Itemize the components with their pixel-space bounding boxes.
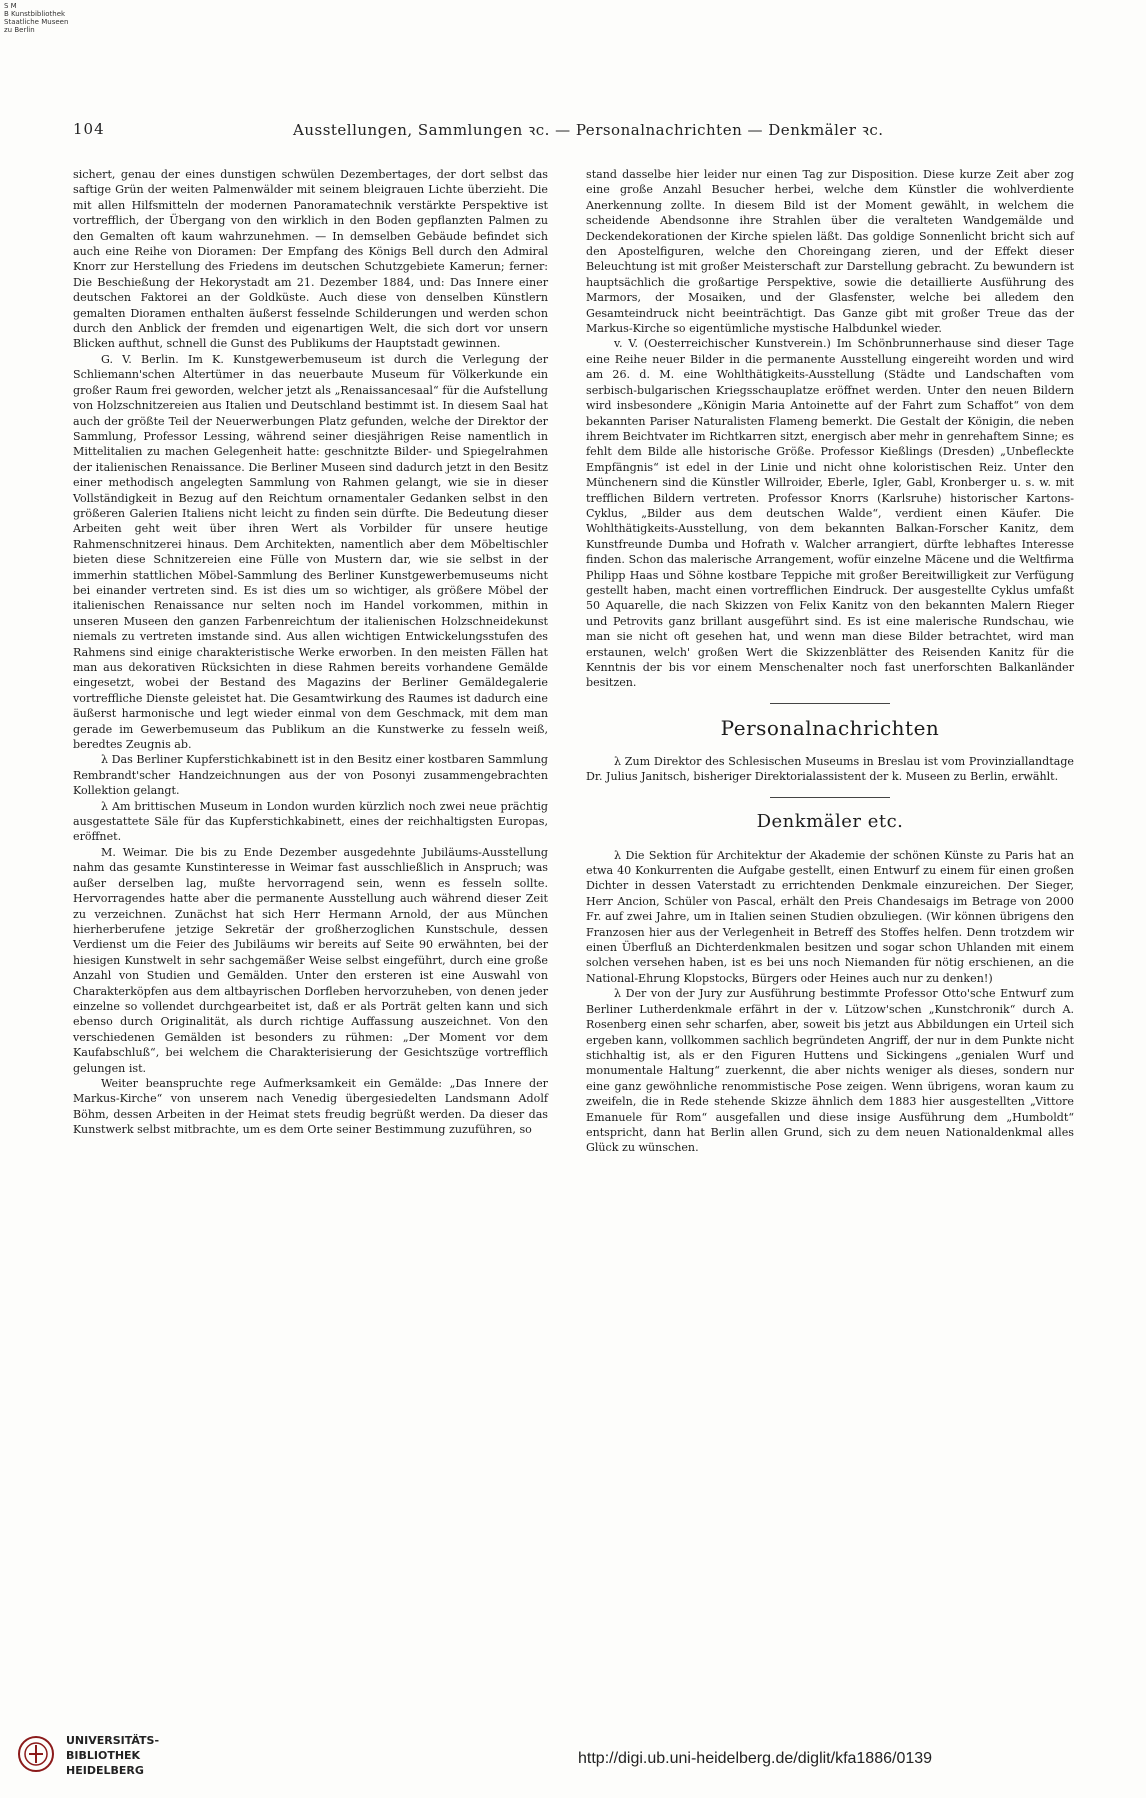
paragraph: v. V. (Oesterreichischer Kunstverein.) Im Schönbrunnerhause sind dieser Tage eine Reihe neuer Bilder in die permanente Ausstellung eingereiht worden und wird am 26. d. M. eine Wohlthätigkeits-Ausstellung (Städte und Landschaften vom serbisch-bulgarischen Kriegsschauplatze eröffnet werden. Unter den neuen Bildern wird insbesondere „Königin Maria Antoinette auf der Fahrt zum Schaffot“ von dem bekannten Pariser Naturalisten Flameng bemerkt. Die Gestalt der Königin, die neben ihrem Beichtvater im Richtkarren sitzt, energisch aber mehr in genrehaftem Sinne; es fehlt dem Bilde alle historische Größe. Professor Kießlings (Dresden) „Unbefleckte Empfängnis“ ist edel in der Linie und nicht ohne koloristischen Reiz. Unter den Münchenern sind die Künstler Willroider, Eberle, Igler, Gabl, Kronberger u. s. w. mit trefflichen Bildern vertreten. Professor Knorrs (Karlsruhe) historischer Kartons-Cyklus, „Bilder aus dem deutschen Walde“, verdient einen Käufer. Die Wohlthätigkeits-Ausstellung, von dem bekannten Balkan-Forscher Kanitz, dem Kunstfreunde Dumba und Hofrath v. Walcher arrangiert, dürfte lebhaftes Interesse finden. Schon das malerische Arrangement, wofür einzelne Mäcene und die Weltfirma Philipp Haas und Söhne kostbare Teppiche mit großer Bereitwilligkeit zur Verfügung gestellt haben, macht einen vortrefflichen Eindruck. Der ausgestellte Cyklus umfaßt 50 Aquarelle, die nach Skizzen von Felix Kanitz von den bekannten Malern Rieger und Petrovits ganz brillant ausgeführt sind. Es ist eine malerische Rundschau, wie man sie nicht oft gesehen hat, und wenn man diese Bilder betrachtet, wird man erstaunen, welch' großen Wert die Skizzenblätter des Reisenden Kanitz für die Kenntnis der bis vor einem Menschenalter noch fast unerforschten Balkanländer besitzen. — [586, 337, 1074, 690]
stamp-line: S M — [4, 2, 17, 10]
page-header — [73, 120, 1073, 140]
stamp-line: Staatliche Museen — [4, 18, 69, 26]
paragraph: λ Zum Direktor des Schlesischen Museums in Breslau ist vom Provinziallandtage Dr. Julius Janitsch, bisheriger Direktorialassistent der k. Museen zu Berlin, erwählt. — [586, 754, 1074, 784]
paragraph: G. V. Berlin. Im K. Kunstgewerbemuseum ist durch die Verlegung der Schliemann'schen Altertümer in das neuerbaute Museum für Völkerkunde ein großer Raum frei geworden, welcher jetzt als „Renaissancesaal“ für die Aufstellung von Holzschnitzereien aus Italien und Deutschland bestimmt ist. In diesem Saal hat auch der größte Teil der Neuerwerbungen Platz gefunden, welche der Direktor der Sammlung, Professor Lessing, während seiner diesjährigen Reise namentlich in Mittelitalien zu machen Gelegenheit hatte: geschnitzte Bilder- und Spiegelrahmen der italienischen Renaissance. Die Berliner Museen sind dadurch jetzt in den Besitz einer methodisch angelegten Sammlung von Rahmen gelangt, wie sie in dieser Vollständigkeit in Bezug auf den Reichtum ornamentaler Gedanken selbst in den größeren Galerien Italiens nicht leicht zu finden sein dürfte. Die Bedeutung dieser Arbeiten geht weit über ihren Wert als Vorbilder für unsere heutige Rahmenschnitzerei hinaus. Dem Architekten, namentlich aber dem Möbeltischler bieten diese Schnitzereien eine Fülle von Mustern dar, wie sie selbst in der immerhin stattlichen Möbel-Sammlung des Berliner Kunstgewerbemuseums nicht bei einander vertreten sind. Es ist dies um so wichtiger, als größere Möbel der italienischen Renaissance nur selten noch im Handel vorkommen, mithin in unseren Museen den ganzen Farbenreichtum der italienischen Holzschneidekunst niemals zu vertreten imstande sind. Aus allen wichtigen Entwickelungsstufen des Rahmens sind einige charakteristische Werke erworben. In den meisten Fällen hat man aus dekorativen Rücksichten in diese Rahmen bereits vorhandene Gemälde eingesetzt, wobei der Bestand des Magazins der Berliner Gemäldegalerie vortreffliche Dienste geleistet hat. Die Gesamtwirkung des Raumes ist dadurch eine äußerst harmonische und legt wieder einmal von dem Geschmack, mit dem man gerade im Gewerbemuseum das Publikum an die Kunstwerke zu fesseln weiß, beredtes Zeugnis ab. — [73, 352, 548, 752]
library-stamp — [4, 2, 68, 34]
right-column — [586, 167, 1074, 1156]
page-footer — [0, 1700, 1146, 1798]
library-name-line: UNIVERSITÄTS- — [66, 1734, 160, 1747]
university-seal-icon — [18, 1736, 54, 1772]
paragraph: λ Am brittischen Museum in London wurden kürzlich noch zwei neue prächtig ausgestattete Säle für das Kupferstichkabinett, eines der reichhaltigsten Europas, eröffnet. — [73, 799, 548, 844]
paragraph: λ Die Sektion für Architektur der Akademie der schönen Künste zu Paris hat an etwa 40 Konkurrenten die Aufgabe gestellt, einen Entwurf zu einem für einen großen Dichter in dessen Vaterstadt zu errichtenden Denkmale einzureichen. Der Sieger, Herr Ancion, Schüler von Pascal, erhält den Preis Chandesaigs im Betrage von 2000 Fr. auf zwei Jahre, um in Italien seinen Studien obzuliegen. (Wir können übrigens den Franzosen hier aus der Verlegenheit in Betreff des Stoffes helfen. Denn trotzdem wir einen Überfluß an Dichterdenkmalen besitzen und sogar schon Uhlanden mit einem solchen versehen haben, ist es bei uns noch Niemanden für nötig erschienen, an die National-Ehrung Klopstocks, Bürgers oder Heines auch nur zu denken!) — [586, 848, 1074, 985]
running-title: Ausstellungen, Sammlungen ꝛc. — Personalnachrichten — Denkmäler ꝛc. — [293, 121, 884, 139]
section-title-denkmaeler: Denkmäler etc. — [756, 810, 904, 832]
stamp-line: zu Berlin — [4, 26, 35, 34]
section-title-personal: Personalnachrichten — [720, 715, 940, 740]
paragraph: λ Der von der Jury zur Ausführung bestimmte Professor Otto'sche Entwurf zum Berliner Lutherdenkmale erfährt in der v. Lützow'schen „Kunstchronik“ durch A. Rosenberg einen sehr scharfen, aber, soweit bis jetzt aus Abbildungen ein Urteil sich ergeben kann, vollkommen sachlich begründeten Angriff, der nur in dem Punkte nicht stichhaltig ist, als er den Figuren Huttens und Sickingens „genialen Wurf und monumentale Haltung“ zuerkennt, die aber nichts weniger als dieses, sondern nur eine ganz gewöhnliche renommistische Pose zeigen. Wenn übrigens, woran kaum zu zweifeln, die in Rede stehende Skizze ähnlich dem 1883 hier ausgestellten „Vittore Emanuele für Rom“ ausgefallen und diese insige Ausführung dem „Humboldt“ entspricht, dann hat Berlin allen Grund, sich zu dem neuen Nationaldenkmal alles Glück zu wünschen. — [586, 987, 1074, 1155]
left-column — [73, 167, 548, 1138]
section-divider — [770, 703, 890, 704]
paragraph: stand dasselbe hier leider nur einen Tag zur Disposition. Diese kurze Zeit aber zog eine große Anzahl Besucher herbei, welche dem Künstler die wohlverdiente Anerkennung zollte. In diesem Bild ist der Moment gewählt, in welchem die scheidende Abendsonne ihre Strahlen über die veralteten Wandgemälde und Deckendekorationen der Kirche spielen läßt. Das goldige Sonnenlicht bricht sich auf den Apostelfiguren, welche den Choreingang zieren, und der Effekt dieser Beleuchtung ist mit großer Meisterschaft zur Darstellung gebracht. Zu bewundern ist hauptsächlich die großartige Perspektive, sowie die detaillierte Ausführung des Marmors, der Mosaiken, und der Glasfenster, welche bei alledem den Gesamteindruck nicht beeinträchtigt. Das Ganze gibt mit großer Treue das der Markus-Kirche so eigentümliche mystische Halbdunkel wieder. — [586, 168, 1074, 336]
paragraph: M. Weimar. Die bis zu Ende Dezember ausgedehnte Jubiläums-Ausstellung nahm das gesamte Kunstinteresse in Weimar fast ausschließlich in Anspruch; was außer derselben lag, mußte hervorragend sein, wenn es fesseln sollte. Hervorragendes hatte aber die permanente Ausstellung auch während dieser Zeit zu verzeichnen. Zunächst hat sich Herr Hermann Arnold, der aus München hierherberufene jetzige Sekretär der großherzoglichen Kunstschule, dessen Verdienst um die Feier des Jubiläums wir bereits auf Seite 90 erwähnten, bei der hiesigen Kunstwelt in sehr sachgemäßer Weise selbst eingeführt, durch eine große Anzahl von Studien und Gemälden. Unter den ersteren ist eine Auswahl von Charakterköpfen aus dem altbayrischen Dorfleben hervorzuheben, von denen jeder einzelne so vollendet durchgearbeitet ist, daß er als Porträt gelten kann und sich ebenso durch Originalität, als durch richtige Auffassung auszeichnet. Von den verschiedenen Gemälden ist besonders zu rühmen: „Der Moment vor dem Kaufabschluß“, bei welchem die Charakterisierung der Gesichtszüge vortrefflich gelungen ist. — [73, 845, 548, 1075]
section-divider — [770, 797, 890, 798]
paragraph: λ Das Berliner Kupferstichkabinett ist in den Besitz einer kostbaren Sammlung Rembrandt'scher Handzeichnungen aus der von Posonyi zusammengebrachten Kollektion gelangt. — [73, 753, 548, 798]
source-url[interactable]: http://digi.ub.uni-heidelberg.de/diglit/kfa1886/0139 — [578, 1750, 933, 1767]
stamp-line: B Kunstbibliothek — [4, 10, 66, 18]
paragraph: Weiter beanspruchte rege Aufmerksamkeit ein Gemälde: „Das Innere der Markus-Kirche“ von unserem nach Venedig übergesiedelten Landsmann Adolf Böhm, dessen Arbeiten in der Heimat stets freudig begrüßt werden. Da dieser das Kunstwerk selbst mitbrachte, um es dem Orte seiner Bestimmung zuzuführen, so — [73, 1076, 548, 1137]
page-number: 104 — [73, 120, 105, 138]
library-name — [66, 1733, 159, 1778]
library-name-line: BIBLIOTHEK — [66, 1749, 141, 1762]
library-name-line: HEIDELBERG — [66, 1764, 144, 1777]
paragraph: sichert, genau der eines dunstigen schwülen Dezembertages, der dort selbst das saftige Grün der weiten Palmenwälder mit seinem bleigrauen Lichte überzieht. Die mit allen Hilfsmitteln der modernen Panoramatechnik verstärkte Perspektive ist vortrefflich, der Übergang von den wirklich in den Boden gepflanzten Palmen zu den Gemalten oft kaum wahrzunehmen. — In demselben Gebäude befindet sich auch eine Reihe von Dioramen: Der Empfang des Königs Bell durch den Admiral Knorr zur Herstellung des Friedens im deutschen Schutzgebiete Kamerun; ferner: Die Beschießung der Hekorystadt am 21. Dezember 1884, und: Das Innere einer deutschen Faktorei an der Goldküste. Auch diese von denselben Künstlern gemalten Dioramen enthalten äußerst fesselnde Schilderungen und werden schon durch den Anblick der fremden und eigenartigen Welt, die sich dort vor unsern Blicken aufthut, schnell die Gunst des Publikums der Hauptstadt gewinnen. — [73, 168, 548, 351]
